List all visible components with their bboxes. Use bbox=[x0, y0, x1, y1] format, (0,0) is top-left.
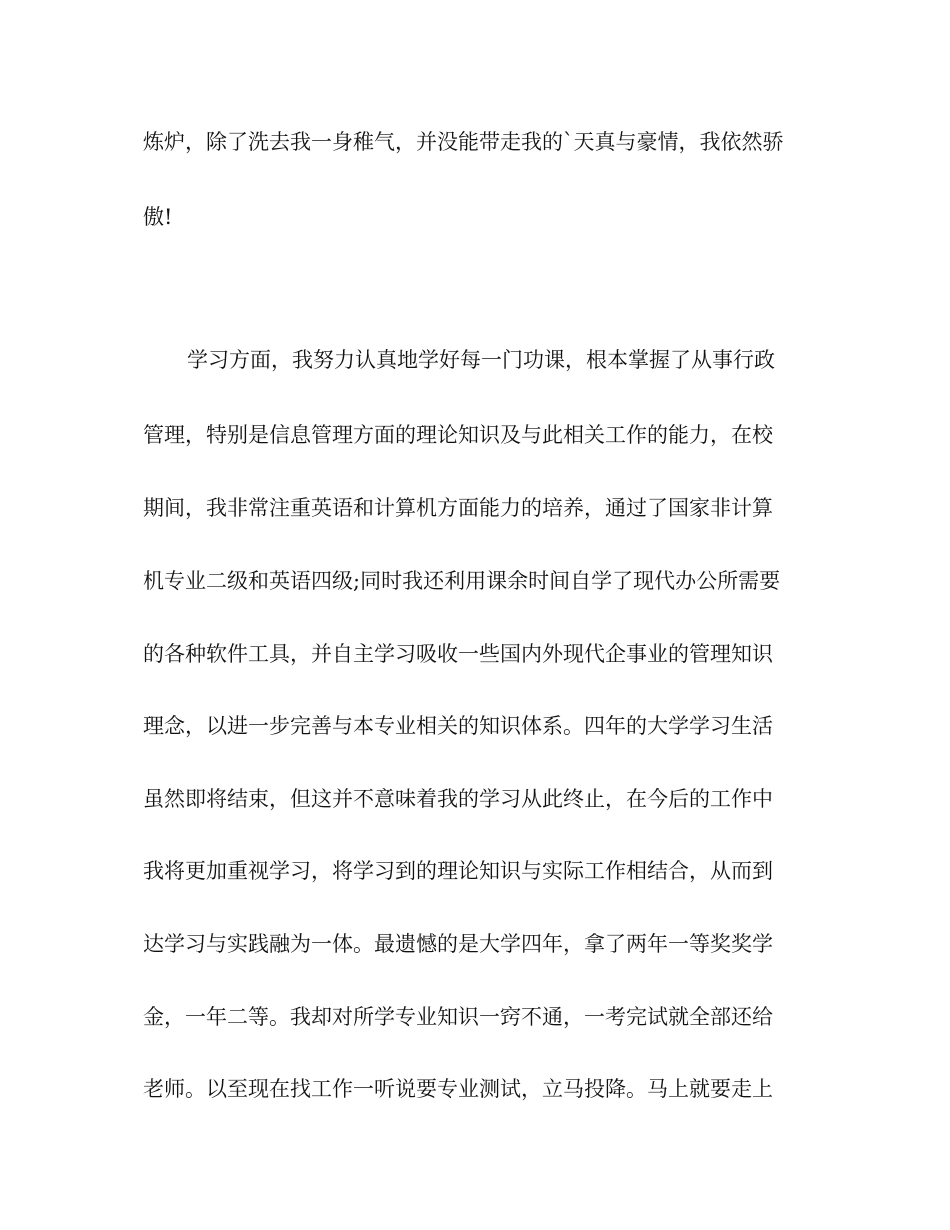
text-line: 的各种软件工具，并自主学习吸收一些国内外现代企事业的管理知识 bbox=[143, 642, 773, 666]
text-line: 学习方面，我努力认真地学好每一门功课，根本掌握了从事行政 bbox=[187, 348, 775, 372]
text-line: 机专业二级和英语四级;同时我还利用课余时间自学了现代办公所需要 bbox=[143, 569, 781, 593]
text-line: 金，一年二等。我却对所学专业知识一窍不通，一考完试就全部还给 bbox=[143, 1005, 773, 1029]
text-line: 管理，特别是信息管理方面的理论知识及与此相关工作的能力，在校 bbox=[143, 423, 773, 447]
text-line: 我将更加重视学习，将学习到的理论知识与实际工作相结合，从而到 bbox=[143, 859, 773, 883]
text-line: 虽然即将结束，但这并不意味着我的学习从此终止，在今后的工作中 bbox=[143, 787, 773, 811]
text-line: 傲! bbox=[143, 205, 173, 229]
text-line: 达学习与实践融为一体。最遗憾的是大学四年，拿了两年一等奖奖学 bbox=[143, 932, 773, 956]
text-line: 炼炉，除了洗去我一身稚气，并没能带走我的`天真与豪情，我依然骄 bbox=[143, 130, 784, 154]
text-line: 理念，以进一步完善与本专业相关的知识体系。四年的大学学习生活 bbox=[143, 714, 773, 738]
text-line: 老师。以至现在找工作一听说要专业测试，立马投降。马上就要走上 bbox=[143, 1077, 773, 1101]
text-line: 期间，我非常注重英语和计算机方面能力的培养，通过了国家非计算 bbox=[143, 496, 773, 520]
